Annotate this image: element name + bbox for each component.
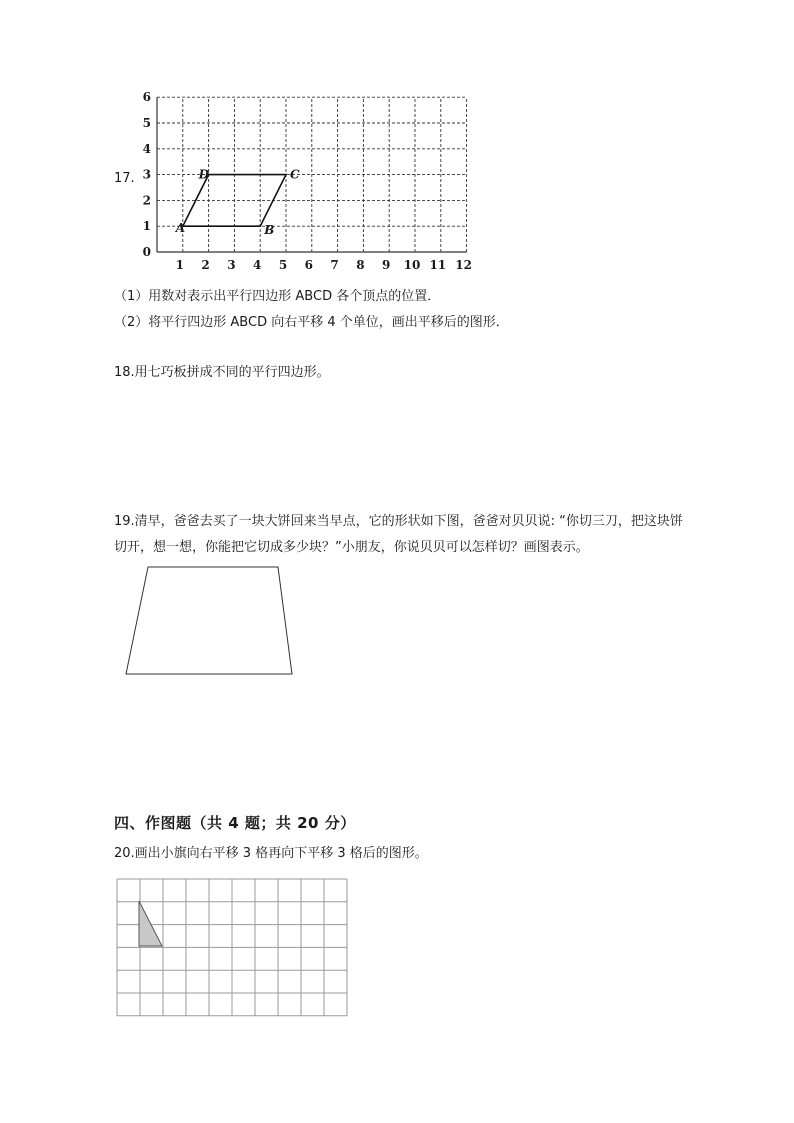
- question-18-text: 18.用七巧板拼成不同的平行四边形。: [114, 365, 330, 380]
- x-tick-label: 1: [175, 258, 184, 272]
- flag-triangle: [139, 901, 162, 946]
- trapezoid-figure: [120, 560, 300, 680]
- question-17-part-1: （1）用数对表示出平行四边形 ABCD 各个顶点的位置．: [114, 289, 441, 304]
- question-19-line-2: 切开，想一想，你能把它切成多少块？”小朋友，你说贝贝可以怎样切？画图表示。: [114, 540, 589, 555]
- question-19-line-1: 19.清早，爸爸去买了一块大饼回来当早点，它的形状如下图，爸爸对贝贝说: “你切三刀，把这块饼: [114, 514, 683, 529]
- x-tick-label: 7: [330, 258, 339, 272]
- y-tick-label: 0: [142, 245, 151, 259]
- x-tick-label: 9: [382, 258, 391, 272]
- y-tick-label: 5: [142, 116, 151, 130]
- question-20-text: 20.画出小旗向右平移 3 格再向下平移 3 格后的图形。: [114, 846, 428, 861]
- vertex-label: B: [264, 223, 275, 238]
- x-tick-label: 4: [253, 258, 262, 272]
- y-tick-label: 2: [142, 193, 151, 208]
- y-tick-label: 1: [142, 219, 151, 234]
- y-tick-label: 6: [142, 90, 151, 105]
- x-tick-label: 6: [304, 258, 313, 272]
- coordinate-grid: [128, 82, 488, 277]
- question-number-17: 17.: [114, 171, 135, 186]
- vertex-label: C: [290, 167, 300, 182]
- x-tick-label: 8: [356, 258, 365, 272]
- x-tick-label: 11: [429, 258, 447, 272]
- y-tick-label: 3: [142, 167, 151, 182]
- x-tick-label: 10: [403, 258, 421, 272]
- x-tick-label: 3: [227, 258, 236, 272]
- x-tick-label: 2: [201, 258, 210, 272]
- vertex-label: A: [175, 221, 186, 236]
- y-tick-label: 4: [142, 141, 151, 156]
- x-tick-label: 12: [455, 258, 472, 272]
- vertex-label: D: [198, 167, 210, 182]
- flag-grid: [116, 878, 348, 1040]
- question-17-part-2: （2）将平行四边形 ABCD 向右平移 4 个单位，画出平移后的图形．: [114, 315, 509, 330]
- section-4-title: 四、作图题（共 4 题；共 20 分）: [114, 814, 356, 832]
- x-tick-label: 5: [278, 258, 288, 272]
